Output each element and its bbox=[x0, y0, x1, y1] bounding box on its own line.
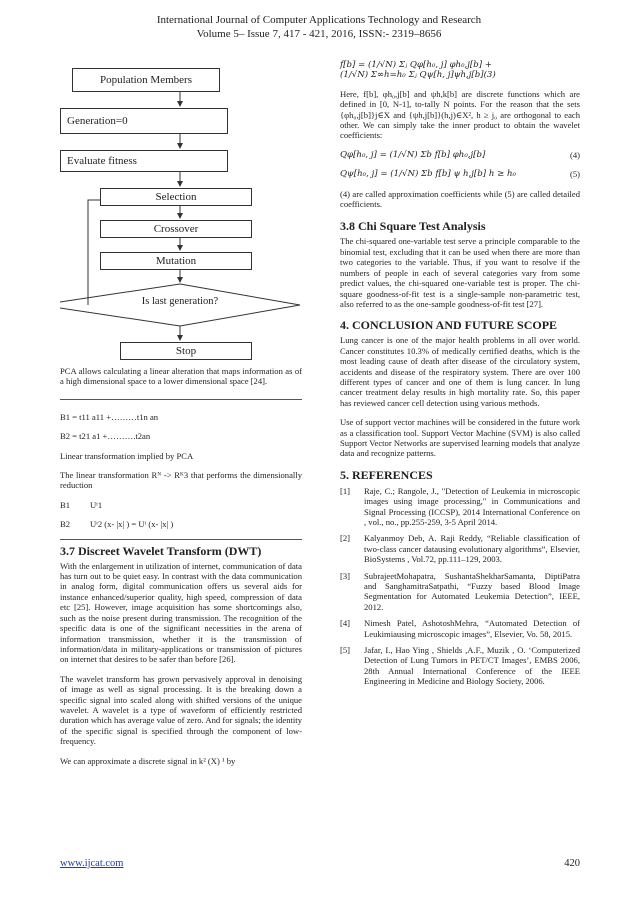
section-4-heading: 4. CONCLUSION AND FUTURE SCOPE bbox=[340, 318, 558, 333]
reference-number: [5] bbox=[340, 645, 351, 656]
equation-5-row bbox=[340, 169, 580, 179]
mutation-box: Mutation bbox=[100, 252, 252, 270]
left-column bbox=[60, 366, 302, 775]
equation-b2: B2 = t21 a1 +……….t2an bbox=[60, 431, 151, 442]
divider bbox=[60, 399, 302, 412]
journal-volume: Volume 5– Issue 7, 417 - 421, 2016, ISSN:- 2319–8656 bbox=[196, 28, 442, 40]
reference-text: Nimesh Patel, AshotoshMehra, “Automated Detection of Leukimiausing microscopic images”, Elsevier, Vo. 58, 2015. bbox=[364, 618, 580, 639]
section-3-8-heading: 3.8 Chi Square Test Analysis bbox=[340, 219, 486, 234]
equation-3-line-2: (1/√N) Σ∞h=h₀ Σⱼ Qψ[h, j]ψh,j[b](3) bbox=[340, 70, 496, 81]
equation-3-line-1: f[b] = (1/√N) Σⱼ Qφ[h₀, j] φh₀,j[b] + bbox=[340, 60, 493, 70]
pca-paragraph: PCA allows calculating a linear alteration that maps information as of a high dimensional space to a lower dimensional space [24]. bbox=[60, 366, 302, 387]
reference-text: SubrajeetMohapatra, SushantaShekharSamanta, DiptiPatra and SanghamitraSatpathi, “Fuzzy based Blood Image Segmentation for Automated Leukemia Detection”, IEEE, 2012. bbox=[364, 570, 580, 612]
b1-row bbox=[60, 500, 302, 510]
selection-box: Selection bbox=[100, 188, 252, 206]
flowchart-connectors bbox=[60, 60, 310, 360]
equation-4: Qφ[h₀, j] = (1/√N) Σb f[b] φh₀,j[b] bbox=[340, 149, 486, 160]
reference-number: [4] bbox=[340, 618, 351, 629]
last-generation-decision: Is last generation? bbox=[141, 296, 219, 307]
equation-5: Qψ[h₀, j] = (1/√N) Σb f[b] ψ h,j[b] h ≥ h₀ bbox=[340, 169, 517, 180]
b2-row bbox=[60, 519, 302, 529]
b1-label: B1 bbox=[60, 499, 71, 510]
reference-item bbox=[340, 645, 580, 687]
evaluate-fitness-box: Evaluate fitness bbox=[60, 150, 228, 172]
dwt-paragraph-2: The wavelet transform has grown pervasively approval in denoising of image as well as signal processing. It is the breaking down a specific signal into scaled along with shifted versions of the unique wavelet. A wavelet is a type of waveform of efficiently restricted duration which has average value of zero. And for signals; the identity of the specific signal is specified through the component of low-frequency. bbox=[60, 673, 302, 747]
footer-url-link[interactable]: www.ijcat.com bbox=[60, 858, 124, 869]
reference-item bbox=[340, 533, 580, 564]
linear-transformation-text: The linear transformation Rᴺ -> Rᴷ3 that performs the dimensionally reduction bbox=[60, 470, 302, 491]
generation-box: Generation=0 bbox=[60, 108, 228, 134]
ga-flowchart bbox=[60, 60, 310, 360]
pca-linear-caption: Linear transformation implied by PCA bbox=[60, 450, 194, 461]
dwt-paragraph-3: We can approximate a discrete signal in k² (X) ¹ by bbox=[60, 755, 236, 766]
reference-number: [3] bbox=[340, 570, 351, 581]
b2-label: B2 bbox=[60, 519, 71, 530]
dwt-paragraph-1: With the enlargement in utilization of internet, communication of data has turn out to be quiet easy. In contrast with the data communication in analog form, digital communication offers us several aids for instance enhanced/superior quality, high speed, compression of data etc [25]. However, image acquisition has some shortcomings also, such as the noise present during transmission. The recognition of the specific data is one of the significant necessities in the arena of information transmission, whether it is the transmission of information/data in military-applications or transmission of pictures on internet that desires to be safer than before [26]. bbox=[60, 560, 302, 665]
coefficient-definition-paragraph: Here, f[b], φh₀,j[b] and ψh,k[b] are discrete functions which are defined in [0, N-1], to-tally N points. For the reason that the sets {φh₀,j[b]}j∈X and {ψh,j[b]}(h,j)∈X², h ≥ j₀ are orthogonal to each other. We can simply take the inner product to obtain the wavelet coefficients: bbox=[340, 88, 580, 141]
equation-b1: B1 = t11 a11 +………t1n an bbox=[60, 411, 159, 422]
section-5-heading: 5. REFERENCES bbox=[340, 467, 433, 482]
page-number: 420 bbox=[564, 858, 580, 869]
reference-text: Kalyanmoy Deb, A. Raji Reddy, “Reliable classification of two-class cancer datausing evolutionary algorithms”, Elsevier, BioSystems , Vol.72, pp.111–129, 2003. bbox=[364, 533, 580, 565]
reference-text: Jafar, I., Hao Ying , Shields ,A.F., Muzik , O. ‘Computerized Detection of Lung Tumors in PET/CT Images’, EMBS 2006, 28th Annual International Conference of the IEEE Engineering in Medicine and Biology Society, 2006. bbox=[364, 645, 580, 687]
chi-square-paragraph: The chi-squared one-variable test serve a principle comparable to the binomial test, excluding that it can be used when there are more than two categories to the variable. Thus, if you want to resolve if the numbers of people in each of several categories vary from some predict values, the chi-squared one-variable test is proper. The chi-square goodness-of-fit test is a single-sample non-parametric test, also referred to as the one-sample goodness-of-fit test [27]. bbox=[340, 236, 580, 309]
crossover-box: Crossover bbox=[100, 220, 252, 238]
section-3-7-heading: 3.7 Discreet Wavelet Transform (DWT) bbox=[60, 543, 262, 558]
journal-title: International Journal of Computer Applications Technology and Research bbox=[156, 14, 482, 26]
equation-4-row bbox=[340, 150, 580, 160]
reference-text: Raje, C.; Rangole, J., "Detection of Leukemia in microscopic images using image processing," in Communications and Signal Processing (ICCSP), 2014 International Conference on , vol., no., pp.255-259, 3-5 April 2014. bbox=[364, 485, 580, 527]
reference-number: [2] bbox=[340, 533, 351, 544]
reference-number: [1] bbox=[340, 485, 351, 496]
conclusion-paragraph-2: Use of support vector machines will be considered in the future work as a classification tool. Support Vector Machine (SVM) is also called Support Vector Networks are supervised learning models that analyze data and recognize patterns. bbox=[340, 417, 580, 459]
conclusion-paragraph-1: Lung cancer is one of the major health problems in all over world. Cancer constitutes 10.3% of medically certified deaths, which is the most leading cause of death after disease of the circulatory system, accidents and disease of the respiratory system. There are over 100 different types of cancer and one of them is lung cancer. In lung cancer treatment delay results in high mortality rate. So, this paper has reviewed cancer cell detection using various methods. bbox=[340, 335, 580, 408]
reference-item bbox=[340, 618, 580, 639]
references-list bbox=[340, 486, 580, 687]
b2-value: Uᵗ2 (x- |x| ) = Uᵗ (x- |x| ) bbox=[90, 519, 174, 530]
population-members-box: Population Members bbox=[72, 68, 220, 92]
equation-4-number: (4) bbox=[569, 149, 580, 160]
stop-box: Stop bbox=[120, 342, 252, 360]
equation-5-number: (5) bbox=[569, 169, 580, 180]
b1-value: Uᵗ1 bbox=[90, 499, 103, 510]
coefficient-note: (4) are called approximation coefficients while (5) are called detailed coefficients. bbox=[340, 188, 580, 210]
reference-item bbox=[340, 486, 580, 528]
right-column bbox=[340, 60, 580, 693]
reference-item bbox=[340, 571, 580, 613]
